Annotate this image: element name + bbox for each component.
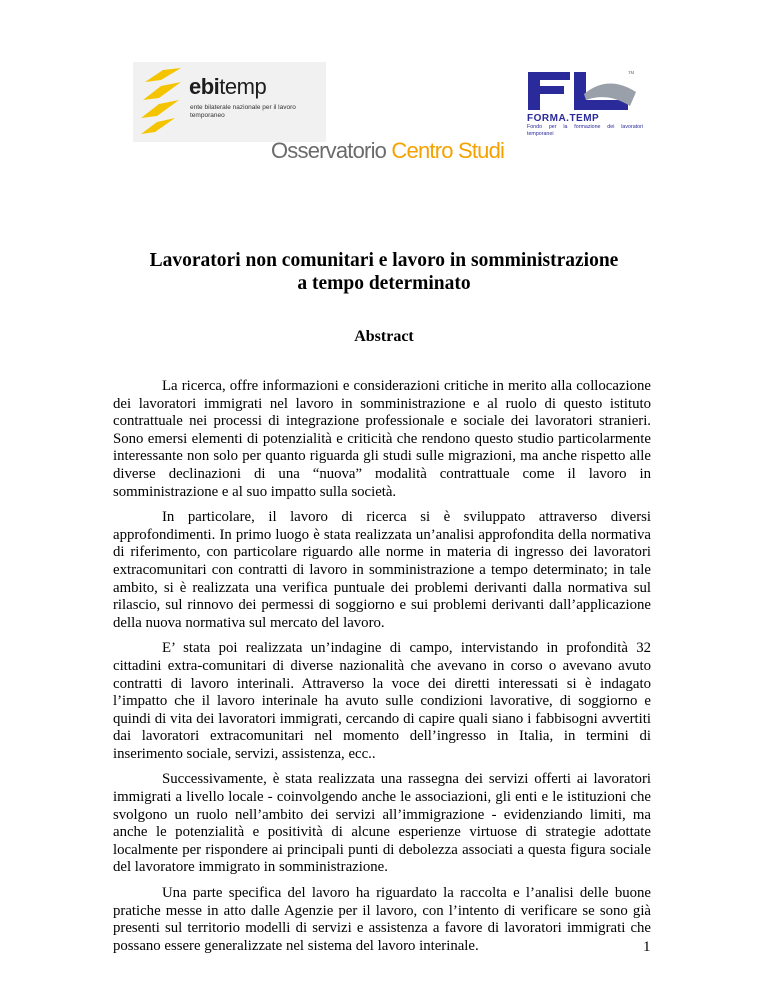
formatemp-emblem-icon	[524, 66, 642, 112]
ebitemp-wordmark: ebitemp	[189, 74, 267, 99]
paragraph-3: E’ stata poi realizzata un’indagine di campo, intervistando in profondità 32 cittadini extra-comunitari di diverse nazionalità che avevano in corso o avevano avuto contratti di lavoro interinali. Attraverso la voce dei diretti interessati si è indagato l’impatto che il lavoro interinale ha avuto sulle condizioni lavorative, di soggiorno e quindi di vita dei lavoratori immigrati, cercando di capire quali siano i fabbisogni avvertiti dai lavoratori extracomunitari nel momento dell’ingresso in Italia, in termini di inserimento sociale, servizi, assistenza, ecc..	[113, 640, 651, 762]
svg-text:TM: TM	[628, 70, 634, 75]
page-number: 1	[643, 939, 651, 955]
title-line-2: a tempo determinato	[297, 273, 471, 294]
title-line-1: Lavoratori non comunitari e lavoro in somministrazione	[149, 250, 619, 271]
paragraph-4: Successivamente, è stata realizzata una rassegna dei servizi offerti ai lavoratori immigrati a livello locale - coinvolgendo anche le associazioni, gli enti e le istituzioni che svolgono un ruolo nell’ambito dei servizi all’immigrazione - evidenziando limiti, ma anche le potenzialità e positività di alcune esperienze virtuose di strategie adottate localmente per rispondere ai principali punti di debolezza associati a questa figura sociale del lavoratore immigrato in somministrazione.	[113, 771, 651, 876]
abstract-body	[113, 378, 651, 963]
osservatorio-logo: Osservatorio Centro Studi	[271, 138, 505, 163]
ebitemp-logo	[133, 62, 326, 142]
paragraph-5: Una parte specifica del lavoro ha riguardato la raccolta e l’analisi delle buone pratiche messe in atto dalle Agenzie per il lavoro, con l’intento di verificare se sono già presenti sul territorio modelli di servizi e assistenza a favore di lavoratori immigrati che possano essere generalizzate nel sistema del lavoro interinale.	[113, 885, 651, 954]
ebitemp-stripes-icon	[141, 68, 187, 138]
paragraph-1: La ricerca, offre informazioni e considerazioni critiche in merito alla collocazione dei lavoratori immigrati nel lavoro in somministrazione e al ruolo di questo istituto contrattuale nei processi di integrazione professionale e sociale dei lavoratori stranieri. Sono emersi elementi di potenzialità e criticità che rendono questo studio particolarmente interessante non solo per quanto riguarda gli studi sulle migrazioni, ma anche rispetto alle diverse declinazioni di una “nuova” modalità contrattuale come il lavoro in somministrazione e al suo impatto sulla società.	[113, 378, 651, 500]
paragraph-2: In particolare, il lavoro di ricerca si è sviluppato attraverso diversi approfondimenti. In primo luogo è stata realizzata un’analisi approfondita della normativa di riferimento, con particolare riguardo alle norme in materia di ingresso dei lavoratori extracomunitari con contratti di lavoro in somministrazione a tempo determinato; in tale ambito, si è realizzata una verifica puntuale dei problemi derivanti dalla normativa sul rilascio, sul rinnovo dei permessi di soggiorno e sui problemi derivanti dall’applicazione della nuova normativa sul mercato del lavoro.	[113, 509, 651, 631]
formatemp-subtitle: Fondo per la formazione dei lavoratori temporanei	[527, 124, 643, 137]
formatemp-logo	[524, 66, 642, 141]
ebitemp-subtitle: ente bilaterale nazionale per il lavoro temporaneo	[190, 104, 296, 119]
abstract-heading: Abstract	[354, 328, 414, 345]
formatemp-wordmark: FORMA.TEMP	[527, 113, 600, 124]
document-title	[0, 249, 768, 295]
